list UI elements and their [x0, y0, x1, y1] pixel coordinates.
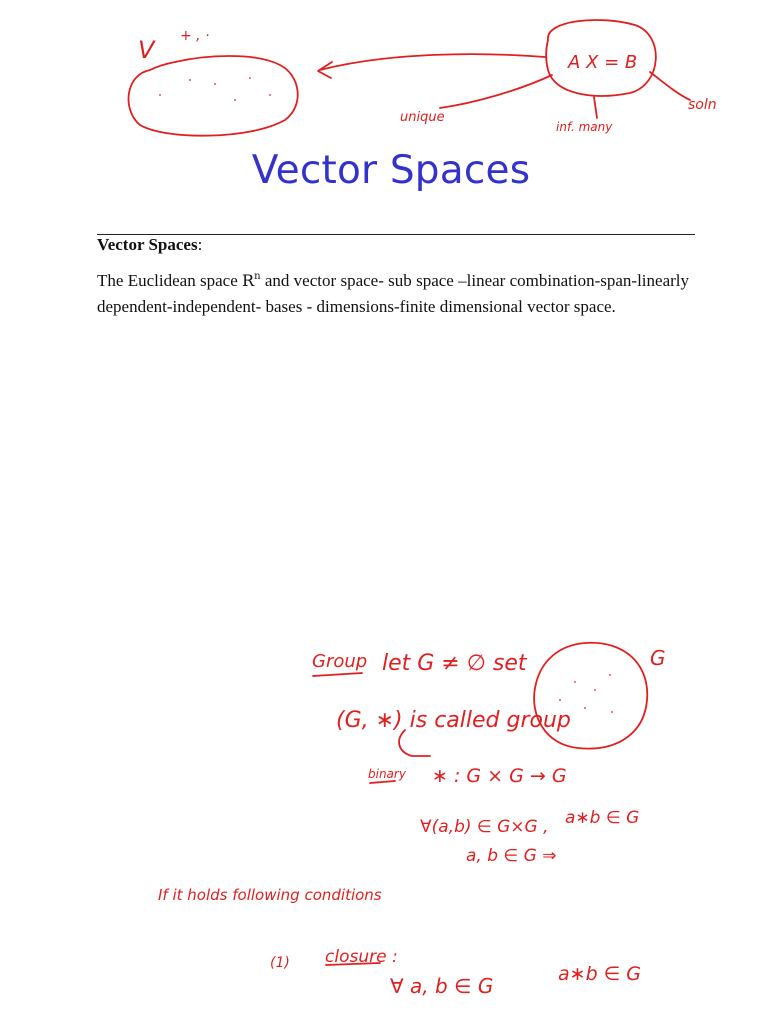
infinitely-many-label: inf. many: [556, 120, 613, 134]
inf-many-branch: [594, 97, 597, 118]
binary-bracket: [399, 730, 430, 756]
closure-underline: [326, 963, 380, 965]
group-let-set: let G ≠ ∅ set: [382, 651, 527, 676]
section-heading-text: Vector Spaces: [97, 235, 198, 254]
mapping-arrow: [320, 54, 545, 70]
group-set-label: G: [650, 646, 666, 670]
vector-space-operations: + , ·: [180, 28, 210, 44]
pair-product: a∗b ∈ G: [565, 808, 640, 828]
group-underline: [313, 673, 362, 676]
closure-forall: ∀ a, b ∈ G: [390, 974, 494, 998]
forall-pair: ∀(a,b) ∈ G×G ,: [420, 817, 549, 837]
linear-equation: A X = B: [568, 52, 638, 73]
unique-solution-label: unique: [400, 110, 445, 125]
vector-space-label: V: [138, 36, 155, 64]
binary-label: binary: [368, 767, 406, 781]
ab-in-group: a, b ∈ G ⇒: [466, 846, 557, 866]
group-title: Group: [312, 651, 368, 672]
section-heading-colon: :: [197, 235, 203, 254]
soln-branch: [650, 72, 690, 100]
unique-branch: [440, 75, 552, 108]
condition-number: (1): [270, 955, 290, 971]
body-rest: and vector space- sub space –linear combination-span-linearly dependent-independent- bases - dimensions-finite dimensional vector space.: [97, 271, 690, 316]
closure-label: closure :: [325, 947, 398, 967]
group-set-circle: [534, 643, 647, 749]
binary-underline: [370, 781, 395, 783]
group-definition: (G, ∗) is called group: [336, 708, 571, 733]
euclidean-symbol-base: R: [242, 271, 255, 290]
section-heading: [97, 235, 202, 255]
slide-title: Vector Spaces: [251, 148, 531, 193]
vector-space-blob: [129, 56, 298, 136]
solution-label: soln: [688, 97, 717, 113]
conditions-text: If it holds following conditions: [158, 886, 382, 904]
euclidean-symbol: [242, 271, 261, 290]
section-body: [97, 264, 689, 320]
mapping-arrowhead: [318, 62, 332, 78]
body-start: The Euclidean space: [97, 271, 243, 290]
euclidean-symbol-exponent: n: [254, 271, 261, 282]
binary-operation: ∗ : G × G → G: [432, 765, 567, 787]
equation-circle: [546, 20, 656, 96]
closure-product: a∗b ∈ G: [558, 963, 641, 985]
